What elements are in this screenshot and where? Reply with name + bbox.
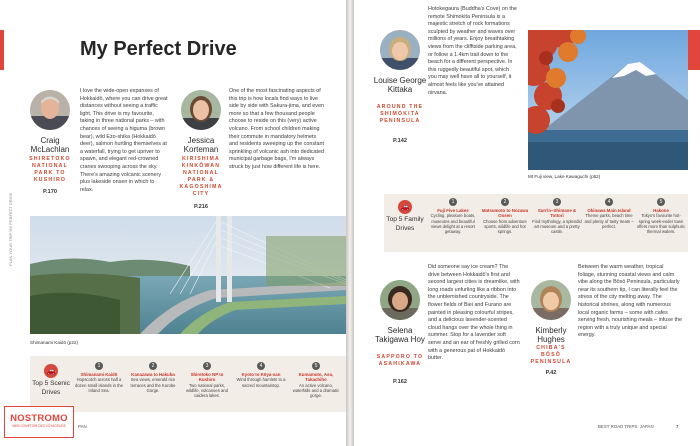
side-label: PLAN YOUR TRIP MY PERFECT DRIVE <box>8 192 13 266</box>
family-item-1 <box>428 198 478 234</box>
author-name-selena: Selena Takigawa Hoy <box>375 326 425 344</box>
author-name-craig: Craig McLachlan <box>30 136 70 154</box>
item-number: 4 <box>257 362 265 370</box>
portrait-louise <box>380 30 420 70</box>
family-drives-title: Top 5 Family Drives <box>386 216 424 232</box>
item-desc: Choose from adventure sports, wildlife and hot springs. <box>483 218 527 235</box>
section-tab-right <box>688 30 700 70</box>
author-location-jessica: KIRISHIMA KINKŌWAN NATIONAL PARK & KAGOSHIMA CITY <box>179 156 223 197</box>
avatar-selena <box>380 280 420 320</box>
author-page-jessica: P.216 <box>194 204 208 210</box>
portrait-jessica <box>181 90 221 130</box>
item-desc: Hopscotch across half a dozen small islands in the Inland Sea. <box>75 377 123 393</box>
item-name: Okinawa Main Island <box>587 208 631 213</box>
right-page <box>354 0 700 446</box>
item-desc: Sea views, emerald rice terraces and the Kurobe Gorge. <box>130 377 176 393</box>
item-number: 5 <box>312 362 320 370</box>
portrait-kimberly <box>531 280 571 320</box>
author-location-selena: SAPPORO TO ASAHIKAWA <box>376 354 424 367</box>
nostromo-logo <box>4 406 74 438</box>
item-name: Fuji Five Lakes <box>437 208 469 213</box>
photo-shimanami-bridge <box>30 216 346 334</box>
author-page-selena: P.162 <box>393 379 407 385</box>
car-icon: 🚗 <box>44 364 58 378</box>
author-page-kimberly: P.42 <box>545 370 557 376</box>
item-name: Kumamoto, Aso, Takachiho <box>298 372 334 383</box>
page-number: 7 <box>676 424 679 429</box>
caption-fuji: Mt Fuji view, Lake Kawaguchi (p52) <box>528 174 601 179</box>
fuji-image <box>528 30 688 170</box>
author-name-kimberly: Kimberly Hughes <box>535 326 567 344</box>
item-name: Sun'in–Shimane & Tottori <box>537 208 577 219</box>
item-desc: Wind through hamlets to a sacred mountaintop. <box>236 377 286 388</box>
photo-mt-fuji <box>528 30 688 170</box>
car-icon: 🚗 <box>398 200 412 214</box>
item-number: 1 <box>95 362 103 370</box>
family-item-4 <box>584 198 634 229</box>
item-number: 2 <box>501 198 509 206</box>
story-jessica: One of the most fascinating aspects of this trip is how locals find ways to live side by side with Sakura-jima, and even more so that a few thousand people choose to reside on this (very) active volcano. From school children making their commute in mandatory helmets and residents sweeping up the constant sprinkling of volcanic ash into dedicated municipal garbage bags, I'm always struck by just how different life is here. <box>229 88 324 170</box>
author-location-kimberly: CHIBA'S BŌSŌ PENINSULA <box>530 345 572 365</box>
item-name: Matsumoto to Nozawa Onsen <box>481 208 529 219</box>
author-page-craig: P.170 <box>43 189 57 195</box>
author-page-louise: P.142 <box>393 138 407 144</box>
gutter <box>346 0 354 446</box>
scenic-item-3 <box>182 362 232 398</box>
author-location-louise: AROUND THE SHIMOKITA PENINSULA <box>376 104 424 124</box>
family-drives-panel <box>384 194 688 252</box>
scenic-item-5 <box>290 362 342 398</box>
scenic-item-2 <box>128 362 178 393</box>
avatar-craig <box>30 90 70 130</box>
family-item-5 <box>636 198 686 234</box>
author-name-louise: Louise George Kittaka <box>373 76 427 94</box>
family-item-3 <box>532 198 582 234</box>
item-name: Kanazawa to Hakuba <box>131 372 175 377</box>
item-desc: Two national parks, wildlife, volcanoes and caldera lakes. <box>186 382 228 399</box>
item-desc: Tokyo's favourite hot-spring week-ender town offers more than sulphuric thermal waters. <box>636 213 686 235</box>
item-number: 4 <box>605 198 613 206</box>
item-desc: Find mythology, a splendid art museum and a pretty castle. <box>532 218 582 235</box>
item-desc: Theme parks, beach time and plenty of tasty treats – perfect. <box>584 213 634 229</box>
avatar-kimberly <box>531 280 571 320</box>
scenic-item-4 <box>236 362 286 388</box>
item-name: Hakone <box>653 208 669 213</box>
item-number: 5 <box>657 198 665 206</box>
author-location-craig: SHIRETOKO NATIONAL PARK TO KUSHIRO <box>29 156 71 183</box>
left-page <box>0 0 346 446</box>
story-selena: Did someone say ice cream? The drive between Hokkaidō's first and second largest cities is dreamlike, with long roads unfurling like a ribbon into the unblemished countryside. The flower fields of Biei and Furano are painted in pleasing colourful stripes, and a delicious lavender-scented cloud hangs over the whole thing in summer. Stop for a lavender soft serve and an ear of freshly grilled corn with a generous pat of Hokkaidō butter. <box>428 264 520 362</box>
logo-subtitle: WEB COMPTOIR DES VOYAGEURS <box>12 424 66 428</box>
scenic-drives-title: Top 5 Scenic Drives <box>32 380 70 396</box>
author-name-jessica: Jessica Korteman <box>183 136 219 154</box>
item-desc: An active volcano, waterfalls and a dramatic gorge. <box>292 382 340 399</box>
avatar-jessica <box>181 90 221 130</box>
portrait-craig <box>30 90 70 130</box>
page-title: My Perfect Drive <box>80 38 237 60</box>
scenic-drives-panel <box>30 356 346 412</box>
family-item-2 <box>480 198 530 234</box>
item-desc: Cycling, pleasure boats, museums and beautiful views delight at a resort getaway. <box>430 213 476 235</box>
folio-right: BEST ROAD TRIPS: JAPAN <box>598 424 654 429</box>
item-number: 3 <box>203 362 211 370</box>
section-tab <box>0 30 4 70</box>
story-kimberly: Between the warm weather, tropical foliage, stunning coastal views and calm vibe along the Bōsō Peninsula, particularly near its southern tip, I can literally feel the stress of the city melting away. The historical shrines, along with numerous local organic farms – some with cafes serving fresh, nourishing meals – infuse the region with a truly unique and special energy. <box>578 264 682 339</box>
story-craig: I love the wide-open expanses of Hokkaidō, where you can drive great distances without seeing a traffic light. This drive is my favourite, taking in three national parks – with chances of seeing a higuma (brown bear), wild Ezo-shika (Hokkaidō deer), salmon hurtling themselves at a waterfall, trying to get upriver to spawn, and elegant red-crowned cranes swooping across the sky. There's amazing volcanic scenery plus lakeside onsen in which to relax. <box>80 88 168 193</box>
caption-bridge: Shimanami Kaidō (p22) <box>30 340 79 345</box>
item-name: Shimanami Kaidō <box>80 372 118 377</box>
item-name: Kyoto to Kōya-san <box>241 372 281 377</box>
story-louise: Hotokegaura (Buddha's Cove) on the remote Shimokita Peninsula is a majestic stretch of rock formations sculpted by weather and waves over millions of years. Enjoy breathtaking views from the clifftside parking area, or follow a 1.4km trail down to the beach for a different perspective. In this ruggedly beautiful spot, which you may well have all to yourself, it almost feels like you've attained nirvana. <box>428 6 517 96</box>
portrait-selena <box>380 280 420 320</box>
avatar-louise <box>380 30 420 70</box>
scenic-item-1 <box>74 362 124 393</box>
item-name: Shiretoko NP to Kushiro <box>190 372 224 383</box>
item-number: 2 <box>149 362 157 370</box>
bridge-image <box>30 216 346 334</box>
item-number: 3 <box>553 198 561 206</box>
logo-wordmark: NOSTROMO <box>10 412 68 423</box>
item-number: 1 <box>449 198 457 206</box>
folio-left: PAN <box>78 424 87 429</box>
